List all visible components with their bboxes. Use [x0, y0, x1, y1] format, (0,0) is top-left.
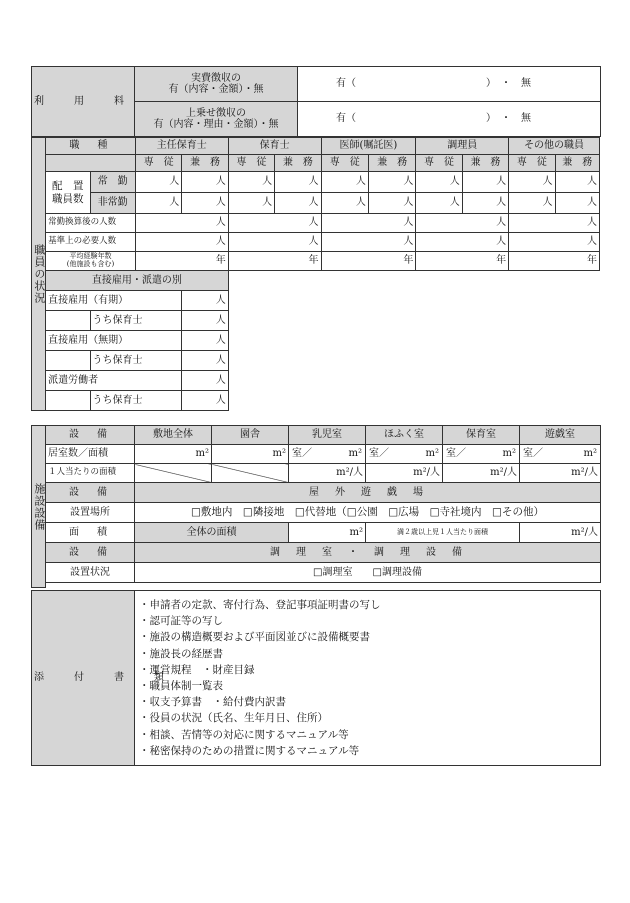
full-time-header: 専 従: [416, 155, 462, 172]
location-options[interactable]: □敷地内 □隣接地 □代替地（□公園 □広場 □寺社境内 □その他）: [135, 503, 601, 523]
actual-cost-value[interactable]: 有（ ） ・ 無: [298, 67, 601, 102]
staff-section-label: 職員の状況: [32, 138, 46, 411]
area-row: [32, 523, 601, 543]
per-child-cell[interactable]: m²/人: [443, 464, 520, 483]
status-label: 設置状況: [46, 563, 135, 583]
staff-count-cell[interactable]: 人: [321, 172, 368, 193]
facility-table: [31, 425, 601, 588]
fte-cell[interactable]: 人: [509, 214, 600, 233]
per-child-cell[interactable]: m²/人: [520, 464, 601, 483]
full-time-header: 専 従: [509, 155, 555, 172]
required-cell[interactable]: 人: [135, 233, 228, 252]
surcharge-value[interactable]: 有（ ） ・ 無: [298, 102, 601, 137]
employment-label: 直接雇用（無期）: [46, 331, 182, 351]
fte-label: 常勤換算後の人数: [46, 214, 136, 233]
fee-label: 利 用 料: [32, 67, 135, 137]
full-time-header: 専 従: [321, 155, 368, 172]
employment-count-cell[interactable]: 人: [182, 331, 228, 351]
sqm-unit: m²: [502, 448, 516, 460]
staff-count-cell[interactable]: 人: [228, 172, 274, 193]
staff-count-cell[interactable]: 人: [275, 193, 321, 214]
staff-count-cell[interactable]: 人: [368, 172, 415, 193]
equipment-label: 設 備: [46, 483, 135, 503]
full-time-header: 専 従: [228, 155, 274, 172]
employment-label: 直接雇用（有期）: [46, 291, 182, 311]
fte-cell[interactable]: 人: [228, 214, 321, 233]
staff-count-cell[interactable]: 人: [555, 193, 599, 214]
kitchen-status-row: [32, 563, 601, 583]
per-child-cell[interactable]: m²/人: [289, 464, 366, 483]
attachment-item: ・運営規程 ・財産目録: [139, 663, 255, 676]
facility-column-header: 乳児室: [289, 426, 366, 445]
required-cell[interactable]: 人: [509, 233, 600, 252]
sqm-unit: m²: [425, 448, 439, 460]
staff-count-cell[interactable]: 人: [416, 172, 462, 193]
surcharge-label: 上乗せ徴収の 有（内容・理由・金額）・無: [135, 102, 298, 137]
required-cell[interactable]: 人: [321, 233, 416, 252]
attachment-item: ・申請者の定款、寄付行為、登記事項証明書の写し: [139, 599, 381, 611]
employment-header: 直接雇用・派遣の別: [46, 271, 229, 291]
part-time-header: 兼 務: [555, 155, 599, 172]
part-time-header: 兼 務: [368, 155, 415, 172]
duty-type-row: [32, 155, 600, 172]
room-area-cell[interactable]: [520, 445, 601, 464]
location-row: [32, 503, 601, 523]
job-type-header: 主任保育士: [135, 138, 228, 155]
required-label: 基準上の必要人数: [46, 233, 136, 252]
facility-column-header: 遊戯室: [520, 426, 601, 445]
attachments-label: 添 付 書 類: [32, 591, 135, 766]
fee-table: [31, 66, 601, 137]
rooms-area-row: [32, 445, 601, 464]
job-type-label: 職 種: [46, 138, 136, 155]
regular-label: 常 勤: [90, 172, 135, 193]
employment-count-cell[interactable]: 人: [182, 391, 228, 411]
staff-count-cell[interactable]: 人: [509, 193, 555, 214]
fte-cell[interactable]: 人: [135, 214, 228, 233]
employment-label: 派遣労働者: [46, 371, 182, 391]
required-row: [32, 233, 600, 252]
attachment-item: ・施設の構造概要および平面図並びに設備概要書: [139, 631, 370, 644]
diagonal-cell: [212, 464, 289, 483]
facility-column-header: 園舎: [212, 426, 289, 445]
room-unit: 室／: [292, 448, 312, 460]
per-child-over2-label: 満２歳以上児１人当たり面積: [366, 523, 520, 543]
outdoor-header: 屋 外 遊 戯 場: [135, 483, 601, 503]
attachments-list: [135, 591, 601, 766]
staff-table: [31, 137, 600, 411]
total-area-label: 全体の面積: [135, 523, 289, 543]
room-unit: 室／: [369, 448, 389, 460]
avg-years-cell[interactable]: 年: [135, 252, 228, 271]
staff-count-cell[interactable]: 人: [182, 193, 228, 214]
attachments-table: [31, 590, 601, 766]
sqm-unit: m²: [583, 448, 597, 460]
avg-years-cell[interactable]: 年: [509, 252, 600, 271]
room-area-cell[interactable]: [366, 445, 443, 464]
avg-years-label: 平均経験年数 (他施設も含む): [46, 252, 136, 271]
staff-count-cell[interactable]: 人: [462, 172, 508, 193]
room-area-cell[interactable]: [443, 445, 520, 464]
facility-section-label: 施設設備: [32, 426, 46, 588]
staff-count-cell[interactable]: 人: [135, 193, 181, 214]
spacer-row: [32, 583, 601, 588]
total-area-cell[interactable]: m²: [289, 523, 366, 543]
staff-count-cell[interactable]: 人: [416, 193, 462, 214]
required-cell[interactable]: 人: [416, 233, 509, 252]
facility-column-header: ほふく室: [366, 426, 443, 445]
facility-column-header: 敷地全体: [135, 426, 212, 445]
staff-count-cell[interactable]: 人: [462, 193, 508, 214]
avg-years-cell[interactable]: 年: [321, 252, 416, 271]
staff-count-cell[interactable]: 人: [275, 172, 321, 193]
kitchen-header: 調 理 室 ・ 調 理 設 備: [135, 543, 601, 563]
blank-cell: [46, 583, 601, 588]
employment-label: うち保育士: [90, 311, 182, 331]
indent-cell: [46, 311, 90, 331]
indent-cell: [46, 351, 90, 371]
attachment-item: ・収支予算書 ・給付費内訳書: [139, 696, 286, 709]
blank-cell: [46, 155, 136, 172]
full-time-header: 専 従: [135, 155, 181, 172]
room-unit: 室／: [523, 448, 543, 460]
diagonal-cell: [135, 464, 212, 483]
nonregular-label: 非常勤: [90, 193, 135, 214]
employment-label: うち保育士: [90, 351, 182, 371]
room-unit: 室／: [446, 448, 466, 460]
staff-count-cell[interactable]: 人: [321, 193, 368, 214]
attachment-item: ・認可証等の写し: [139, 615, 223, 628]
equipment-label: 設 備: [46, 543, 135, 563]
regular-staff-row: [32, 172, 600, 193]
employment-count-cell[interactable]: 人: [182, 351, 228, 371]
part-time-header: 兼 務: [275, 155, 321, 172]
sqm-unit: m²: [348, 448, 362, 460]
per-child-label: １人当たりの面積: [46, 464, 135, 483]
employment-label: うち保育士: [90, 391, 182, 411]
blank-area: [228, 271, 599, 411]
area-cell[interactable]: m²: [135, 445, 212, 464]
fte-cell[interactable]: 人: [416, 214, 509, 233]
staff-count-cell[interactable]: 人: [182, 172, 228, 193]
part-time-header: 兼 務: [182, 155, 228, 172]
avg-years-row: [32, 252, 600, 271]
avg-years-cell[interactable]: 年: [416, 252, 509, 271]
per-child-over2-cell[interactable]: m²/人: [520, 523, 601, 543]
rooms-area-label: 居室数／面積: [46, 445, 135, 464]
job-type-header: 保育士: [228, 138, 321, 155]
attachment-item: ・秘密保持のための措置に関するマニュアル等: [139, 744, 360, 757]
attachment-item: ・施設長の経歴書: [139, 647, 223, 660]
area-label: 面 積: [46, 523, 135, 543]
staff-count-cell[interactable]: 人: [228, 193, 274, 214]
attachment-item: ・相談、苦情等の対応に関するマニュアル等: [139, 728, 349, 741]
actual-cost-label: 実費徴収の 有（内容・金額）・無: [135, 67, 298, 102]
fte-cell[interactable]: 人: [321, 214, 416, 233]
avg-years-cell[interactable]: 年: [228, 252, 321, 271]
fte-row: [32, 214, 600, 233]
job-type-header: 調理員: [416, 138, 509, 155]
job-type-header: 医師(嘱託医): [321, 138, 416, 155]
room-area-cell[interactable]: [289, 445, 366, 464]
per-child-cell[interactable]: m²/人: [366, 464, 443, 483]
nonregular-staff-row: [32, 193, 600, 214]
indent-cell: [46, 391, 90, 411]
part-time-header: 兼 務: [462, 155, 508, 172]
employment-count-cell[interactable]: 人: [182, 371, 228, 391]
required-cell[interactable]: 人: [228, 233, 321, 252]
staff-count-cell[interactable]: 人: [555, 172, 599, 193]
area-cell[interactable]: m²: [212, 445, 289, 464]
staff-count-cell[interactable]: 人: [135, 172, 181, 193]
employment-count-cell[interactable]: 人: [182, 291, 228, 311]
attachment-item: ・役員の状況（氏名、生年月日、住所）: [139, 712, 328, 725]
per-child-row: [32, 464, 601, 483]
staff-count-cell[interactable]: 人: [368, 193, 415, 214]
attachment-item: ・職員体制一覧表: [139, 680, 223, 693]
location-label: 設置場所: [46, 503, 135, 523]
employment-count-cell[interactable]: 人: [182, 311, 228, 331]
job-type-header: その他の職員: [509, 138, 600, 155]
kitchen-options[interactable]: □調理室 □調理設備: [135, 563, 601, 583]
equipment-label: 設 備: [46, 426, 135, 445]
staff-count-cell[interactable]: 人: [509, 172, 555, 193]
facility-column-header: 保育室: [443, 426, 520, 445]
assignment-label: 配 置 職員数: [46, 172, 90, 214]
